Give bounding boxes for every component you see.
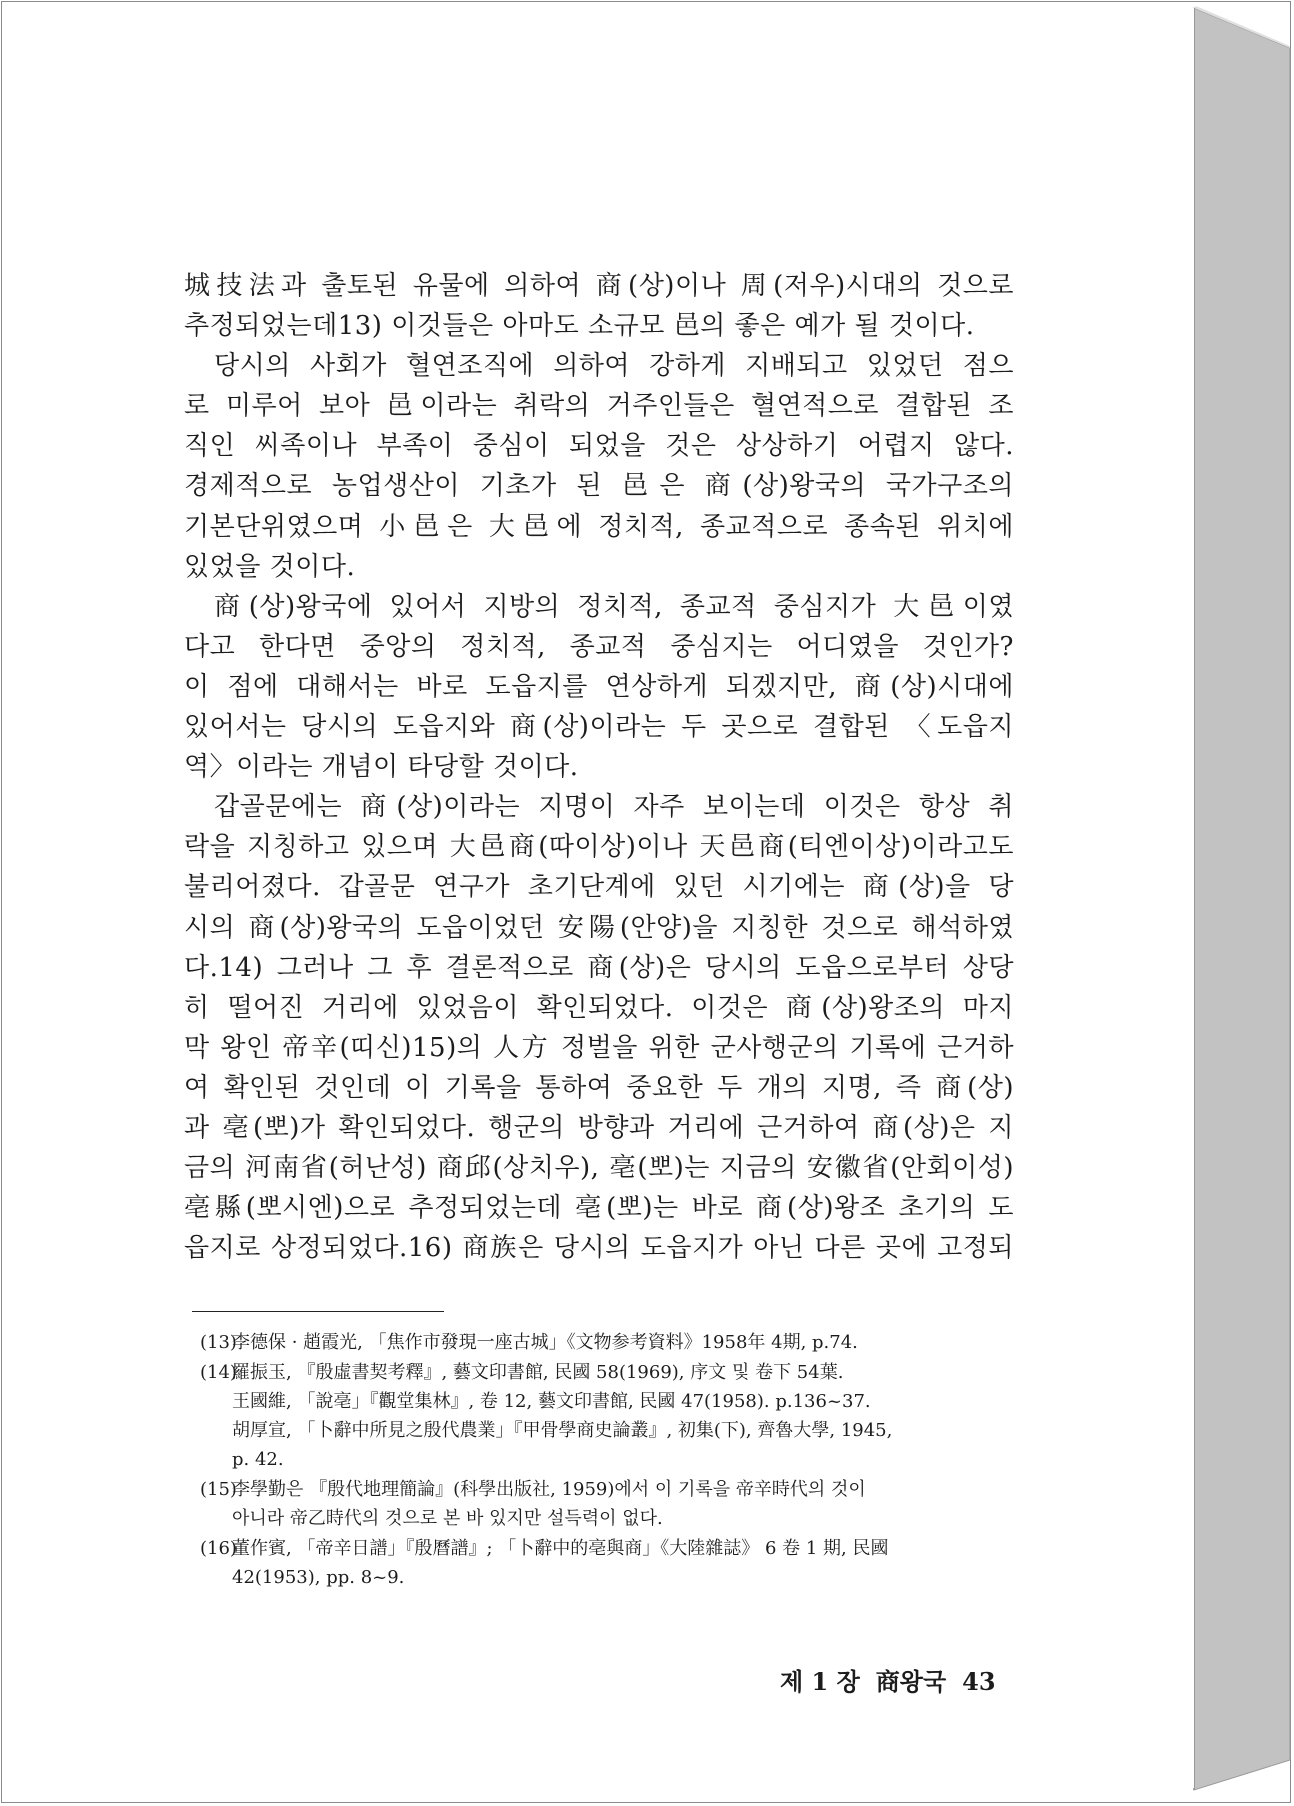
text-line: 경제적으로 농업생산이 기초가 된 邑은 商(상)왕국의 국가구조의: [184, 471, 1014, 502]
text-line: 여 확인된 것인데 이 기록을 통하여 중요한 두 개의 지명, 즉 商(상): [184, 1072, 1014, 1103]
footnote-line: 胡厚宣, 「卜辭中所見之殷代農業」『甲骨學商史論叢』, 初集(下), 齊魯大學, 1945,: [232, 1420, 893, 1441]
text-line: 금의 河南省(허난성) 商邱(상치우), 亳(뽀)는 지금의 安徽省(안회이성): [184, 1153, 1014, 1184]
text-line: 직인 씨족이나 부족이 중심이 되었을 것은 상상하기 어렵지 않다.: [184, 431, 1014, 462]
footnote-number: (13): [200, 1332, 237, 1353]
paragraph: [184, 266, 1014, 346]
text-line: 亳縣(뽀시엔)으로 추정되었는데 亳(뽀)는 바로 商(상)왕조 초기의 도: [184, 1193, 1014, 1224]
text-line: 商(상)왕국에 있어서 지방의 정치적, 종교적 중심지가 大邑이였: [214, 591, 1014, 622]
footnote-number: (15): [200, 1479, 237, 1500]
chapter-title: 商왕국: [875, 1667, 947, 1696]
footnote-line: 아니라 帝乙時代의 것으로 본 바 있지만 설득력이 없다.: [232, 1508, 663, 1529]
footnote-line: 董作賓, 「帝辛日譜」『殷曆譜』; 「卜辭中的亳與商」《大陸雜誌》 6 卷 1 期, 民國: [232, 1538, 889, 1559]
text-line: 다.14) 그러나 그 후 결론적으로 商(상)은 당시의 도읍으로부터 상당: [184, 952, 1014, 983]
footnote-number: (16): [200, 1538, 237, 1559]
text-line: 추정되었는데13) 이것들은 아마도 소규모 邑의 좋은 예가 될 것이다.: [184, 311, 975, 342]
footnote-line: p. 42.: [232, 1449, 284, 1470]
text-line: 히 떨어진 거리에 있었음이 확인되었다. 이것은 商(상)왕조의 마지: [184, 992, 1014, 1023]
footnote: [200, 1475, 1020, 1533]
text-line: 당시의 사회가 혈연조직에 의하여 강하게 지배되고 있었던 점으: [214, 351, 1014, 382]
text-line: 기본단위였으며 小邑은 大邑에 정치적, 종교적으로 종속된 위치에: [184, 511, 1014, 542]
paragraph: [184, 787, 1014, 1268]
text-line: 갑골문에는 商(상)이라는 지명이 자주 보이는데 이것은 항상 취: [214, 792, 1014, 823]
paragraph: [184, 587, 1014, 787]
text-line: 불리어졌다. 갑골문 연구가 초기단계에 있던 시기에는 商(상)을 당: [184, 872, 1014, 903]
body-text: [184, 266, 1014, 1268]
footnote-number: (14): [200, 1362, 237, 1383]
text-line: 로 미루어 보아 邑이라는 취락의 거주인들은 혈연적으로 결합된 조: [184, 391, 1014, 422]
paragraph: [184, 346, 1014, 587]
text-line: 있어서는 당시의 도읍지와 商(상)이라는 두 곳으로 결합된 〈도읍지: [184, 712, 1014, 743]
footnote-line: 李學勤은 『殷代地理簡論』(科學出版社, 1959)에서 이 기록을 帝辛時代의 것이: [232, 1479, 866, 1500]
text-line: 이 점에 대해서는 바로 도읍지를 연상하게 되겠지만, 商(상)시대에: [184, 671, 1014, 702]
footnote-line: 羅振玉, 『殷虛書契考釋』, 藝文印書館, 民國 58(1969), 序文 및 卷下 54葉.: [232, 1362, 844, 1383]
text-line: 락을 지칭하고 있으며 大邑商(따이상)이나 天邑商(티엔이상)이라고도: [184, 832, 1014, 863]
chapter-label: 제 1 장: [780, 1667, 860, 1696]
footnote-line: 李德保 · 趙霞光, 「焦作市發現一座古城」《文物参考資料》1958年 4期, p.74.: [232, 1332, 858, 1353]
text-line: 읍지로 상정되었다.16) 商族은 당시의 도읍지가 아닌 다른 곳에 고정되: [184, 1233, 1014, 1264]
footnote: [200, 1358, 1020, 1474]
footnote: [200, 1534, 1020, 1592]
text-line: 과 亳(뽀)가 확인되었다. 행군의 방향과 거리에 근거하여 商(상)은 지: [184, 1112, 1014, 1143]
page-footer: [780, 1662, 1040, 1697]
page-number: 43: [962, 1667, 996, 1696]
book-page-edge: [1194, 8, 1290, 1790]
text-line: 城技法과 출토된 유물에 의하여 商(상)이나 周(저우)시대의 것으로: [184, 271, 1014, 301]
text-line: 있었을 것이다.: [184, 551, 356, 582]
footnotes: [200, 1328, 1020, 1593]
footnote: [200, 1328, 1020, 1357]
text-line: 역〉이라는 개념이 타당할 것이다.: [184, 752, 579, 783]
footnote-line: 王國維, 「說亳」『觀堂集林』, 卷 12, 藝文印書館, 民國 47(1958). p.136~37.: [232, 1391, 871, 1412]
text-line: 다고 한다면 중앙의 정치적, 종교적 중심지는 어디였을 것인가?: [184, 631, 1014, 662]
text-line: 막 왕인 帝辛(띠신)15)의 人方 정벌을 위한 군사행군의 기록에 근거하: [184, 1032, 1014, 1063]
text-line: 시의 商(상)왕국의 도읍이었던 安陽(안양)을 지칭한 것으로 해석하였: [184, 912, 1014, 943]
footnote-line: 42(1953), pp. 8~9.: [232, 1567, 405, 1588]
footnote-separator: [192, 1311, 444, 1312]
